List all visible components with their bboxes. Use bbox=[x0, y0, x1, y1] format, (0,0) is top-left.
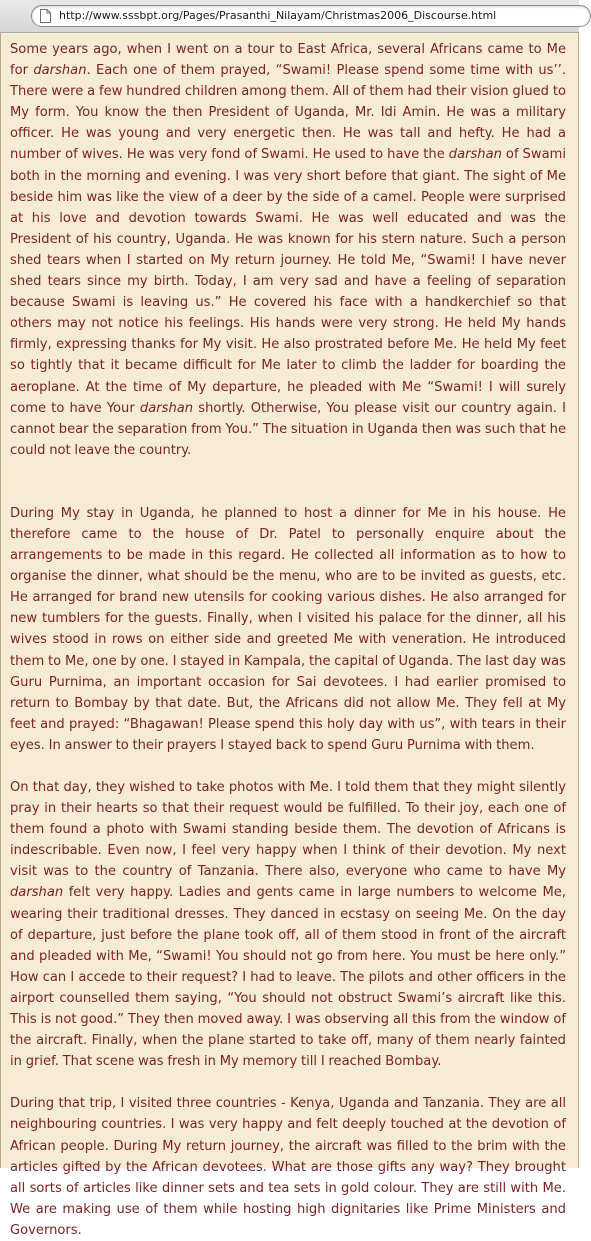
italic-term: darshan bbox=[10, 885, 64, 901]
address-bar[interactable] bbox=[31, 5, 591, 27]
text-run: During My stay in Uganda, he planned to host a dinner for Me in his house. He therefore came to the house of Dr. Patel to personally enquire about the arrangements to be made in this regard. He collected all information as to how to organise the dinner, what should be the menu, who are to be invited as guests, etc. He arranged for brand new utensils for cooking various dishes. He also arranged for new tumblers for the guests. Finally, when I visited his palace for the dinner, all his wives stood in rows on either side and greeted Me with veneration. He introduced them to Me, one by one. I stayed in Kampala, the capital of Uganda. The last day was Guru Purnima, an important occasion for Sai devotees. I had earlier promised to return to Bombay by that date. But, the Africans did not allow Me. They fell at My feet and prayed: “Bhagawan! Please spend this holy day with us”, with tears in their eyes. In answer to their prayers I stayed back to spend Guru Purnima with them. bbox=[10, 505, 566, 753]
paragraph-1 bbox=[10, 39, 566, 461]
text-run: . Each one of them prayed, “Swami! Please spend some time with us’’. There were a few hundred children among them. All of them had their vision glued to My form. You know the then President of Uganda, Mr. Idi Amin. He was a military officer. He was young and very energetic then. He was tall and hefty. He had a number of wives. He was very fond of Swami. He used to have the bbox=[10, 63, 566, 163]
article-body bbox=[1, 33, 578, 1241]
paragraph-2 bbox=[10, 503, 566, 756]
italic-term: darshan bbox=[139, 400, 194, 416]
text-run: shortly. Otherwise, You please visit our country again. I cannot bear the separation from You.” The situation in Uganda then was such that he could not leave the country. bbox=[10, 400, 566, 458]
text-run: felt very happy. Ladies and gents came in large numbers to welcome Me, wearing their traditional dresses. They danced in ecstasy on seeing Me. On the day of departure, just before the plane took off, all of them stood in front of the aircraft and pleaded with Me, “Swami! You should not go from here. You must be here only.” How can I accede to their request? I had to leave. The pilots and other officers in the airport counselled them saying, “You should not obstruct Swami’s aircraft like this. This is not good.” They then moved away. I was observing all this from the window of the aircraft. Finally, when the plane started to take off, many of them nearly fainted in grief. That scene was fresh in My memory till I reached Bombay. bbox=[10, 885, 566, 1070]
browser-toolbar bbox=[0, 0, 579, 33]
text-run: Some years ago, when I went on a tour to East Africa, several Africans came to Me for bbox=[10, 42, 566, 79]
address-bar-url[interactable]: http://www.sssbpt.org/Pages/Prasanthi_Nilayam/Christmas2006_Discourse.html bbox=[59, 9, 497, 22]
text-run: On that day, they wished to take photos with Me. I told them that they might silently pray in their hearts so that their request would be fulfilled. To their joy, each one of them found a photo with Swami standing beside them. The devotion of Africans is indescribable. Even now, I feel very happy when I think of their devotion. My next visit was to the country of Tanzania. There also, everyone who came to have My bbox=[10, 780, 566, 880]
text-run: During that trip, I visited three countries - Kenya, Uganda and Tanzania. They are all neighbouring countries. I was very happy and felt deeply touched at the devotion of African people. During My return journey, the aircraft was filled to the brim with the articles gifted by the African devotees. What are those gifts any way? They brought all sorts of articles like dinner sets and tea sets in gold colour. They are still with Me. We are making use of them while hosting high dignitaries like Prime Ministers and Governors. bbox=[10, 1096, 566, 1238]
italic-term: darshan bbox=[448, 147, 502, 163]
text-run: of Swami both in the morning and evening. I was very short before that giant. The sight of Me beside him was like the view of a deer by the side of a camel. People were surprised at his love and devotion towards Swami. He was well educated and was the President of his country, Uganda. He was known for his stern nature. Such a person shed tears when I started on My return journey. He told Me, “Swami! I have never shed tears since my birth. Today, I am very sad and have a feeling of separation because Swami is leaving us.” He covered his face with a handkerchief so that others may not notice his feelings. His hands were very strong. He held My hands firmly, expressing thanks for My visit. He also prostrated before Me. He held My feet so tightly that it became difficult for Me later to climb the ladder for boarding the aeroplane. At the time of My departure, he pleaded with Me “Swami! I will surely come to have Your bbox=[10, 147, 566, 416]
italic-term: darshan bbox=[33, 63, 87, 79]
paragraph-3 bbox=[10, 777, 566, 1072]
page-content bbox=[0, 33, 579, 1238]
page-icon bbox=[40, 9, 51, 23]
paragraph-4 bbox=[10, 1093, 566, 1241]
